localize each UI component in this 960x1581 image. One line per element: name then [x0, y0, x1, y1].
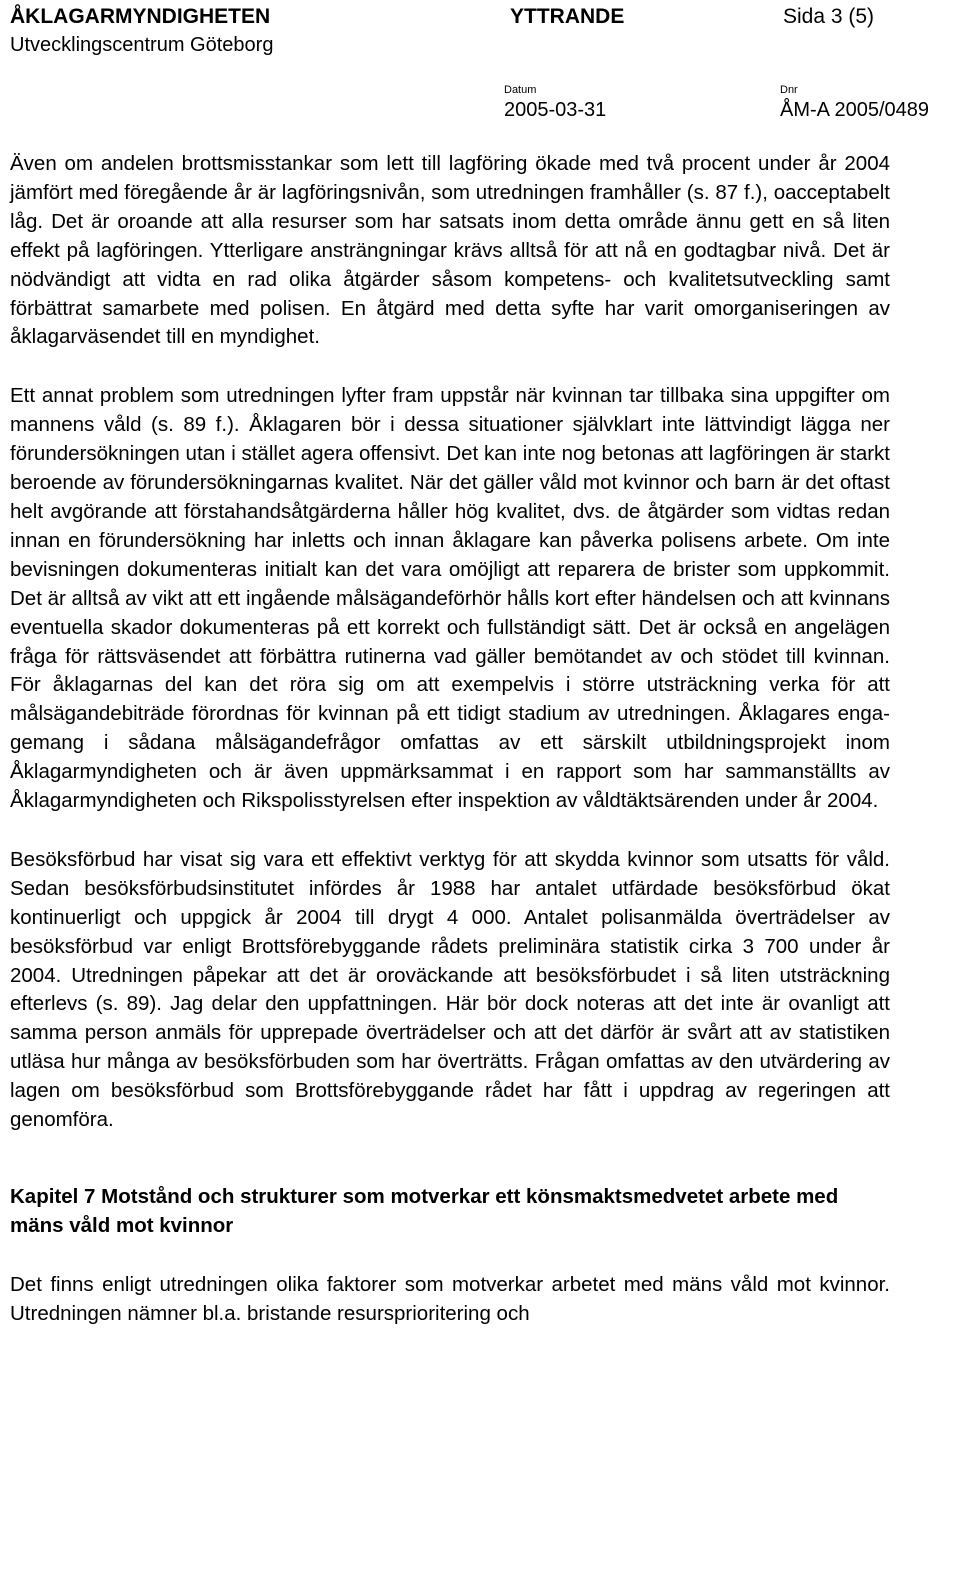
- paragraph: Ett annat problem som utredningen lyfter fram uppstår när kvinnan tar tillbaka sina uppgifter om mannens våld (s. 89 f.). Åklagaren bör i dessa situationer självklart inte lättvindigt lägga ner förundersökningen utan i stället agera offensivt. Det kan inte nog betonas att lagföringen är starkt beroende av förundersökningarnas kvalitet. När det gäller våld mot kvinnor och barn är det oftast helt avgörande att förstahandsåtgärderna håller hög kvalitet, dvs. de åtgärder som vidtas redan innan en förundersökning har inletts och innan åklagare kan påverka polisens arbete. Om inte bevisningen dokumenteras initialt kan det vara omöjligt att reparera de brister som uppkommit. Det är alltså av vikt att ett ingående målsägandeförhör hålls kort efter händelsen och att kvinnans eventuella skador dokumenteras på ett korrekt och fullständigt sätt. Det är också en angelägen fråga för rättsväsendet att förbättra rutinerna vad gäller bemötandet av och stödet till kvinnan. För åklagarnas del kan det röra sig om att exempelvis i större utsträckning verka för att målsägandebiträde förordnas för kvinnan på ett tidigt stadium av utredningen. Åklagares engagemang i sådana målsägandefrågor omfattas av ett särskilt utbildningsprojekt inom Åklagarmyndigheten och är även uppmärksammat i en rapport som har sammanställts av Åklagarmyndigheten och Rikspolisstyrelsen efter inspektion av våldtäktsärenden under år 2004.: [10, 384, 890, 813]
- department-name: Utvecklingscentrum Göteborg: [10, 34, 274, 56]
- document-header: [10, 4, 950, 64]
- paragraph: Det finns enligt utredningen olika faktorer som motverkar arbetet med mäns våld mot kvinnor. Utredningen nämner bl.a. bristande resursprioritering och: [10, 1272, 890, 1325]
- organization-name: ÅKLAGARMYNDIGHETEN: [10, 5, 271, 28]
- date-value: 2005-03-31: [504, 99, 607, 121]
- document-meta: [0, 84, 960, 124]
- chapter-heading: Kapitel 7 Motstånd och strukturer som motverkar ett könsmaktsmedvetet arbete med mäns våld mot kvinnor: [10, 1185, 839, 1237]
- document-body: [10, 150, 890, 1359]
- dnr-value: ÅM-A 2005/0489: [780, 99, 929, 121]
- page-number: Sida 3 (5): [783, 5, 875, 28]
- paragraph: Besöksförbud har visat sig vara ett effektivt verktyg för att skydda kvinnor som utsatts för våld. Sedan besöksförbudsinstitutet infördes år 1988 har antalet utfärdade besöksförbud ökat kontinuerligt och uppgick år 2004 till drygt 4 000. Antalet polisanmälda överträdelser av besöksförbud var enligt Brottsförebyggande rådets preliminära statistik cirka 3 700 under år 2004. Utredningen påpekar att det är oroväckande att besöksförbudet i så liten utsträckning efterlevs (s. 89). Jag delar den uppfattningen. Här bör dock noteras att det inte är ovanligt att samma person anmäls för upprepade överträdelser och att det därför är svårt att av statistiken utläsa hur många av besöksförbuden som har överträtts. Frågan omfattas av den utvärdering av lagen om besöksförbud som Brottsförebyggande rådet har fått i uppdrag av regeringen att genomföra.: [10, 847, 890, 1132]
- dnr-label: Dnr: [780, 84, 798, 96]
- document-type: YTTRANDE: [510, 5, 625, 28]
- paragraph: Även om andelen brottsmisstankar som lett till lagföring ökade med två procent under år 2004 jämfört med föregående år är lagföringsnivån, som utredningen framhåller (s. 87 f.), oacceptabelt låg. Det är oroande att alla resurser som har satsats inom detta område ännu gett en så liten effekt på lagföringen. Ytterligare ansträngningar krävs alltså för att nå en godtagbar nivå. Det är nödvändigt att vidta en rad olika åtgärder såsom kompetens- och kvalitetsutveckling samt förbättrat samarbete med polisen. En åtgärd med detta syfte har varit omorganiseringen av åklagarväsendet till en myndighet.: [10, 152, 890, 349]
- date-label: Datum: [504, 84, 537, 96]
